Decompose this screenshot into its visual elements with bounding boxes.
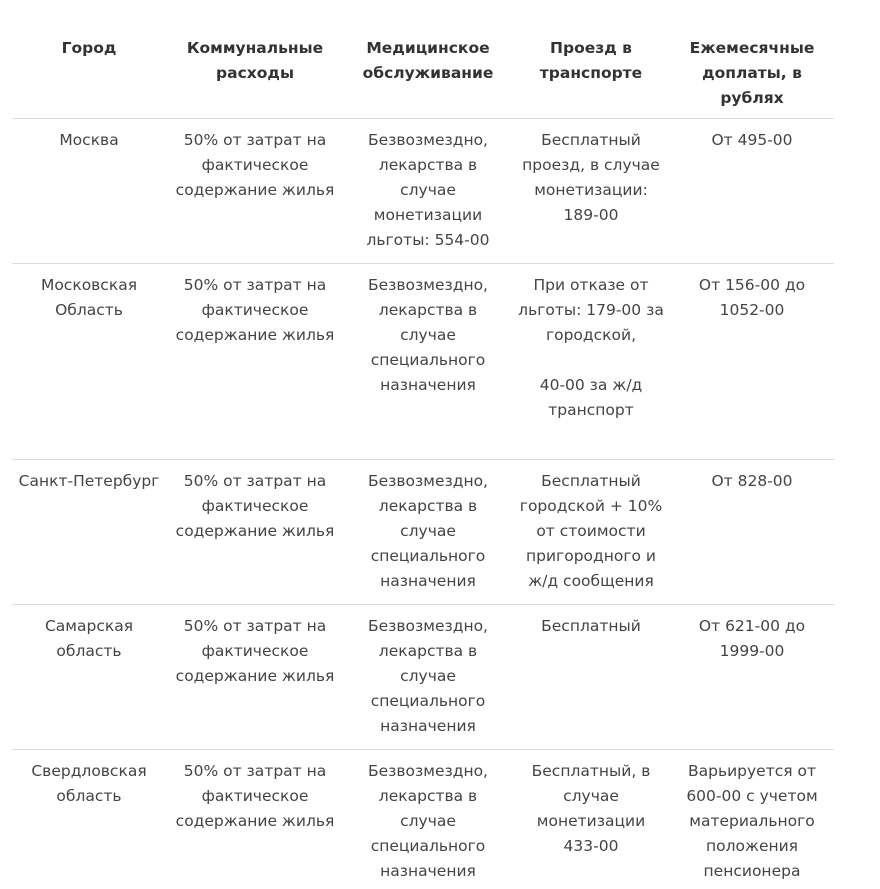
header-medical: Медицинское обслуживание — [344, 36, 512, 119]
cell-payments: Варьируется от 600-00 с учетом материального положения пенсионера — [670, 750, 834, 889]
cell-city: Самарская область — [12, 605, 166, 750]
cell-city: Санкт-Петербург — [12, 460, 166, 605]
header-row — [12, 36, 834, 119]
cell-utilities: 50% от затрат на фактическое содержание жилья — [166, 460, 344, 605]
header-city: Город — [12, 36, 166, 119]
cell-payments: От 828-00 — [670, 460, 834, 605]
cell-utilities: 50% от затрат на фактическое содержание жилья — [166, 605, 344, 750]
cell-medical: Безвозмездно, лекарства в случае специального назначения — [344, 264, 512, 460]
header-utilities: Коммунальные расходы — [166, 36, 344, 119]
cell-city: Свердловская область — [12, 750, 166, 889]
header-transport: Проезд в транспорте — [512, 36, 670, 119]
cell-medical: Безвозмездно, лекарства в случае специального назначения — [344, 605, 512, 750]
table-body — [12, 119, 834, 889]
cell-transport: Бесплатный проезд, в случае монетизации: 189-00 — [512, 119, 670, 264]
cell-utilities: 50% от затрат на фактическое содержание жилья — [166, 119, 344, 264]
cell-payments: От 495-00 — [670, 119, 834, 264]
cell-utilities: 50% от затрат на фактическое содержание жилья — [166, 264, 344, 460]
cell-transport: Бесплатный — [512, 605, 670, 750]
table-row — [12, 119, 834, 264]
cell-medical: Безвозмездно, лекарства в случае монетизации льготы: 554-00 — [344, 119, 512, 264]
cell-utilities: 50% от затрат на фактическое содержание жилья — [166, 750, 344, 889]
cell-medical: Безвозмездно, лекарства в случае специального назначения — [344, 750, 512, 889]
table-row — [12, 605, 834, 750]
cell-transport: Бесплатный городской + 10% от стоимости пригородного и ж/д сообщения — [512, 460, 670, 605]
cell-transport: Бесплатный, в случае монетизации 433-00 — [512, 750, 670, 889]
header-payments: Ежемесячные доплаты, в рублях — [670, 36, 834, 119]
table-row — [12, 750, 834, 889]
cell-city: Московская Область — [12, 264, 166, 460]
cell-city: Москва — [12, 119, 166, 264]
benefits-table — [12, 36, 834, 889]
cell-payments: От 156-00 до 1052-00 — [670, 264, 834, 460]
cell-transport: При отказе от льготы: 179-00 за городской, 40-00 за ж/д транспорт — [512, 264, 670, 460]
table-header — [12, 36, 834, 119]
table-row — [12, 460, 834, 605]
cell-medical: Безвозмездно, лекарства в случае специального назначения — [344, 460, 512, 605]
cell-payments: От 621-00 до 1999-00 — [670, 605, 834, 750]
table-row — [12, 264, 834, 460]
